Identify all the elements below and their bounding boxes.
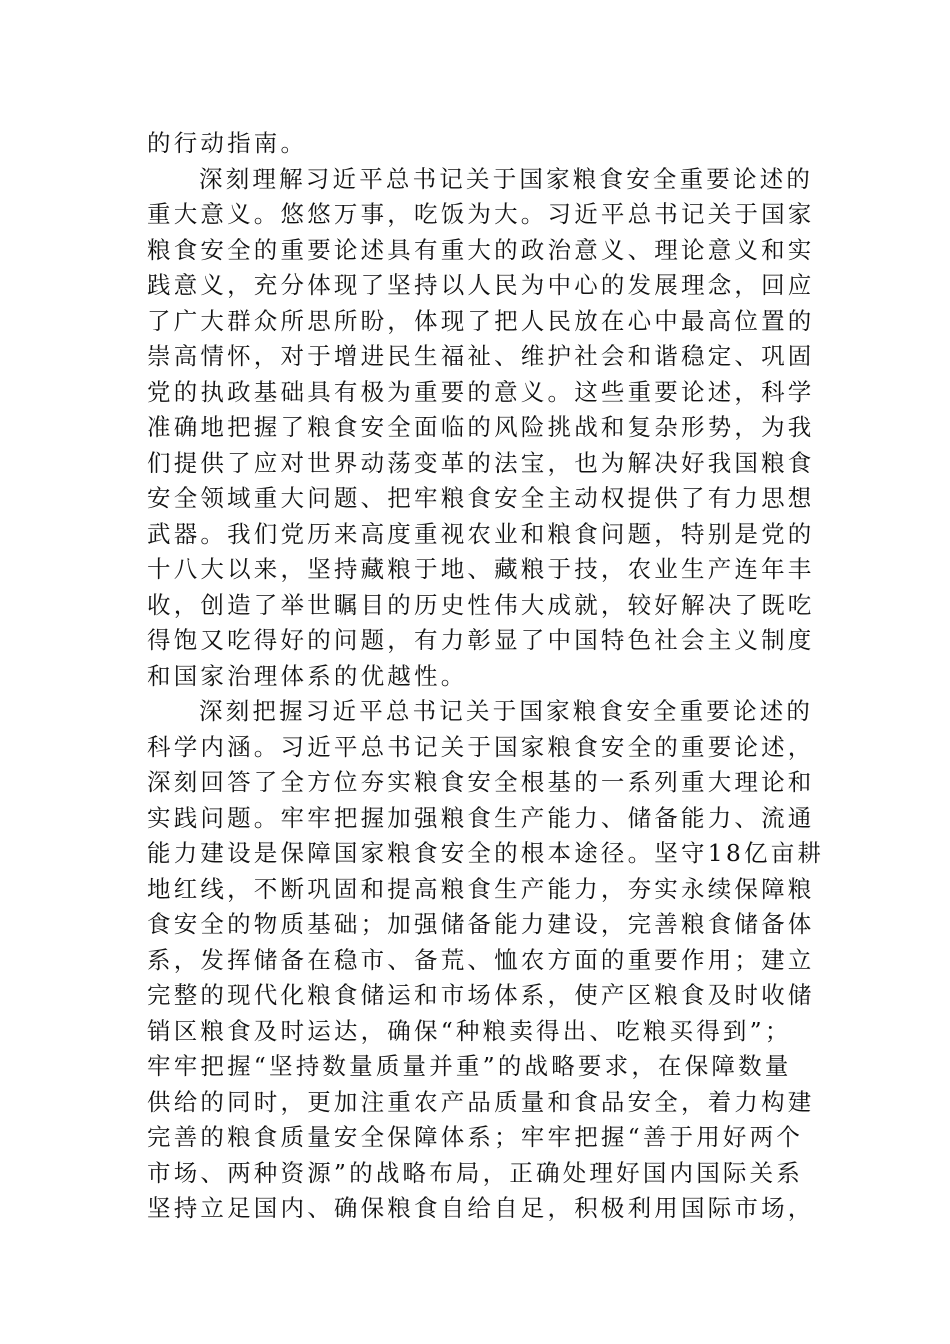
text-line: 重大意义。悠悠万事，吃饭为大。习近平总书记关于国家 — [147, 200, 815, 228]
text-line: 系，发挥储备在稳市、备荒、恤农方面的重要作用；建立 — [147, 945, 815, 974]
text-line: 们提供了应对世界动荡变革的法宝，也为解决好我国粮食 — [147, 448, 815, 477]
text-line: 科学内涵。习近平总书记关于国家粮食安全的重要论述， — [147, 732, 815, 761]
text-line: 完整的现代化粮食储运和市场体系，使产区粮食及时收储 — [147, 981, 815, 1009]
text-line: 牢牢把握“坚持数量质量并重”的战略要求，在保障数量 — [147, 1052, 792, 1080]
text-line: 的行动指南。 — [147, 129, 308, 157]
text-line: 粮食安全的重要论述具有重大的政治意义、理论意义和实 — [147, 235, 815, 264]
text-line: 坚持立足国内、确保粮食自给自足，积极利用国际市场， — [147, 1194, 815, 1222]
body-text — [147, 126, 825, 1227]
text-line: 得饱又吃得好的问题，有力彰显了中国特色社会主义制度 — [147, 626, 815, 654]
text-line: 武器。我们党历来高度重视农业和粮食问题，特别是党的 — [147, 519, 815, 548]
paragraph-start-line: 深刻把握习近平总书记关于国家粮食安全重要论述的 — [199, 697, 814, 725]
text-line: 党的执政基础具有极为重要的意义。这些重要论述，科学 — [147, 377, 815, 406]
text-line: 十八大以来，坚持藏粮于地、藏粮于技，农业生产连年丰 — [147, 555, 815, 583]
text-line: 供给的同时，更加注重农产品质量和食品安全，着力构建 — [147, 1087, 815, 1116]
text-line: 能力建设是保障国家粮食安全的根本途径。坚守18亿亩耕 — [147, 839, 825, 867]
text-line: 安全领域重大问题、把牢粮食安全主动权提供了有力思想 — [147, 484, 815, 512]
text-line: 深刻回答了全方位夯实粮食安全根基的一系列重大理论和 — [147, 768, 815, 796]
text-line: 践意义，充分体现了坚持以人民为中心的发展理念，回应 — [147, 271, 815, 299]
text-line: 和国家治理体系的优越性。 — [147, 661, 468, 690]
text-line: 收，创造了举世瞩目的历史性伟大成就，较好解决了既吃 — [147, 590, 815, 619]
text-line: 了广大群众所思所盼，体现了把人民放在心中最高位置的 — [147, 306, 815, 335]
text-line: 实践问题。牢牢把握加强粮食生产能力、储备能力、流通 — [147, 803, 815, 832]
text-line: 完善的粮食质量安全保障体系；牢牢把握“善于用好两个 — [147, 1123, 804, 1151]
text-line: 地红线，不断巩固和提高粮食生产能力，夯实永续保障粮 — [147, 874, 815, 903]
text-line: 食安全的物质基础；加强储备能力建设，完善粮食储备体 — [147, 910, 815, 938]
text-line: 崇高情怀，对于增进民生福祉、维护社会和谐稳定、巩固 — [147, 342, 815, 370]
paragraph-start-line: 深刻理解习近平总书记关于国家粮食安全重要论述的 — [199, 164, 814, 193]
text-line: 准确地把握了粮食安全面临的风险挑战和复杂形势，为我 — [147, 413, 815, 441]
text-line: 市场、两种资源”的战略布局，正确处理好国内国际关系 — [147, 1158, 804, 1187]
text-line: 销区粮食及时运达，确保“种粮卖得出、吃粮买得到”； — [147, 1016, 792, 1045]
